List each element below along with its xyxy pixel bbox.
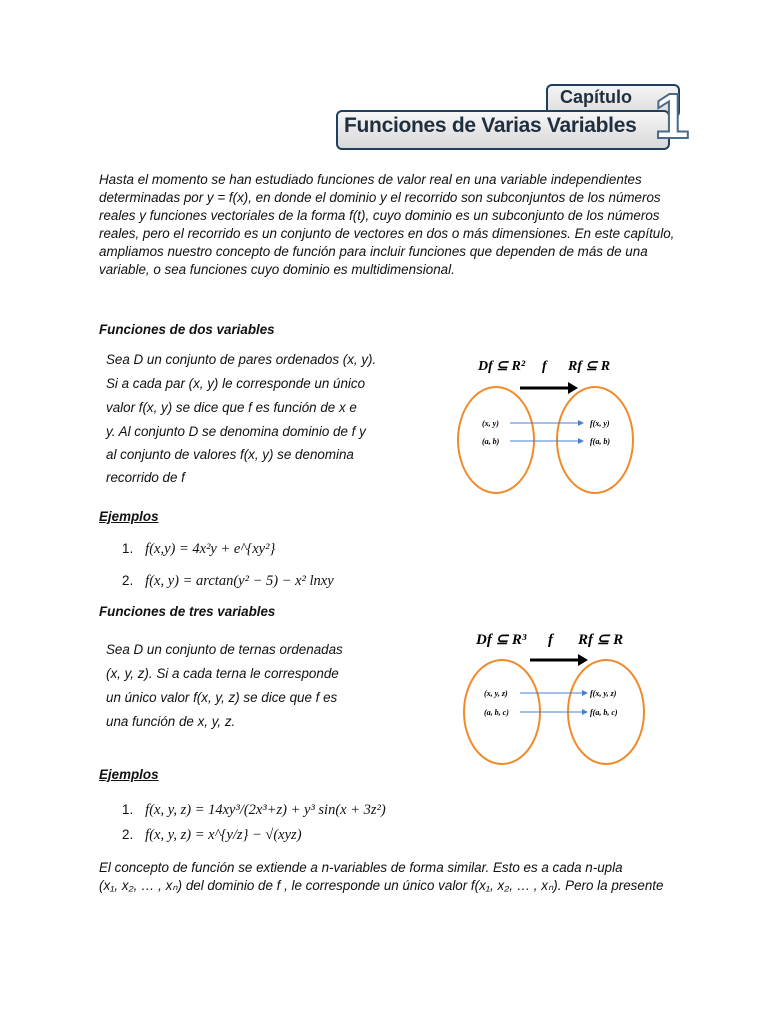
section-heading-three-variables: Funciones de tres variables <box>99 604 276 619</box>
section1-line: valor f(x, y) se dice que f es función de x e <box>106 400 357 415</box>
f-label: f <box>548 632 553 648</box>
range-point-1: f(x, y, z) <box>590 689 617 698</box>
closing-line: El concepto de función se extiende a n-variables de forma similar. Esto es a cada n-upla <box>99 860 623 875</box>
intro-line: variable, o sea funciones cuyo dominio es multidimensional. <box>99 262 455 277</box>
section-heading-two-variables: Funciones de dos variables <box>99 322 275 337</box>
domain-point-2: (a, b, c) <box>484 708 509 717</box>
domain-point-2: (a, b) <box>482 437 500 446</box>
range-point-1: f(x, y) <box>590 419 610 428</box>
intro-line: reales y funciones vectoriales de la forma f(t), cuyo dominio es un subconjunto de los números <box>99 208 660 223</box>
intro-line: ampliamos nuestro concepto de función para incluir funciones que dependen de más de una <box>99 244 648 259</box>
section2-line: (x, y, z). Si a cada terna le corresponde <box>106 666 339 681</box>
domain-point-1: (x, y, z) <box>484 689 508 698</box>
section1-line: y. Al conjunto D se denomina dominio de f y <box>106 424 366 439</box>
closing-line: (x₁, x₂, … , xₙ) del dominio de f , le corresponde un único valor f(x₁, x₂, … , xₙ). Pero la presente <box>99 878 664 893</box>
arrow-head-icon <box>568 382 578 394</box>
domain-point-1: (x, y) <box>482 419 499 428</box>
range-point-2: f(a, b, c) <box>590 708 618 717</box>
examples-heading-2: Ejemplos <box>99 767 159 782</box>
range-point-2: f(a, b) <box>590 437 610 446</box>
section2-line: Sea D un conjunto de ternas ordenadas <box>106 642 343 657</box>
chapter-number: 1 <box>654 80 690 152</box>
intro-line: reales, pero el recorrido es un conjunto de vectores en dos o más dimensiones. En este capítulo, <box>99 226 675 241</box>
example-2-2: 2. f(x, y, z) = x^{y/z} − √(xyz) <box>122 827 302 843</box>
function-diagram-two-variables <box>450 350 640 500</box>
section2-line: una función de x, y, z. <box>106 714 236 729</box>
domain-label: Df ⊆ R³ <box>476 632 527 648</box>
f-label: f <box>542 359 547 374</box>
chapter-header <box>336 80 692 152</box>
intro-line: Hasta el momento se han estudiado funciones de valor real en una variable independientes <box>99 172 642 187</box>
example-2-1: 1. f(x, y, z) = 14xy³/(2x³+z) + y³ sin(x + 3z²) <box>122 802 386 818</box>
arrow-head-icon <box>578 654 588 666</box>
section1-line: al conjunto de valores f(x, y) se denomina <box>106 447 354 462</box>
domain-label: Df ⊆ R² <box>478 359 526 374</box>
examples-heading-1: Ejemplos <box>99 509 159 524</box>
chapter-title: Funciones de Varias Variables <box>344 114 637 137</box>
section2-line: un único valor f(x, y, z) se dice que f es <box>106 690 338 705</box>
section1-line: Si a cada par (x, y) le corresponde un único <box>106 376 366 391</box>
section1-line: recorrido de f <box>106 470 185 485</box>
range-label: Rf ⊆ R <box>568 359 611 374</box>
example-1-1: 1. f(x,y) = 4x²y + e^{xy²} <box>122 541 276 557</box>
example-1-2: 2. f(x, y) = arctan(y² − 5) − x² lnxy <box>122 573 334 589</box>
range-label: Rf ⊆ R <box>578 632 624 648</box>
function-diagram-three-variables <box>458 622 648 772</box>
intro-line: determinadas por y = f(x), en donde el dominio y el recorrido son subconjuntos de los números <box>99 190 661 205</box>
chapter-label: Capítulo <box>560 87 632 107</box>
section1-line: Sea D un conjunto de pares ordenados (x, y). <box>106 352 377 367</box>
